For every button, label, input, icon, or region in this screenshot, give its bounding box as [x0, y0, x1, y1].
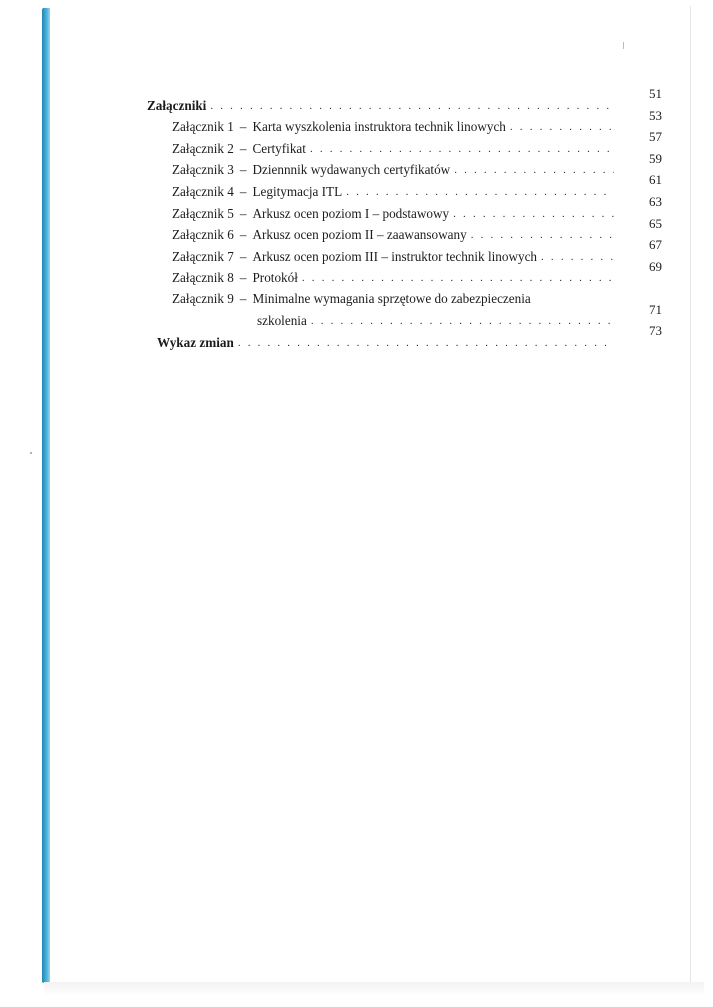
toc-entry-number: Załącznik 6	[172, 227, 234, 243]
leader-dots	[541, 249, 614, 265]
toc-entry-number: Załącznik 4	[172, 183, 234, 199]
toc-entry-separator: –	[239, 227, 247, 243]
toc-entry-separator: –	[239, 248, 247, 264]
toc-page-number: 51	[649, 86, 662, 101]
leader-dots	[238, 335, 614, 351]
toc-entry-label: Wykaz zmian	[157, 334, 234, 350]
leader-dots	[453, 206, 614, 222]
toc-entry-attachment[interactable]	[147, 107, 662, 136]
toc-entry-changes[interactable]	[157, 322, 662, 351]
toc-entry-number: Załącznik 9	[172, 291, 234, 307]
toc-entry-number: Załącznik 8	[172, 270, 234, 286]
toc-page-number: 53	[649, 107, 662, 123]
toc-entry-title: Minimalne wymagania sprzętowe do zabezpieczenia	[252, 291, 531, 307]
toc-entry-attachment[interactable]	[147, 150, 662, 179]
toc-page-number: 73	[649, 322, 662, 338]
toc-entry-attachment[interactable]	[147, 258, 662, 287]
toc-page-number: 69	[649, 258, 662, 274]
scanner-background	[0, 0, 42, 1007]
toc-entry-separator: –	[239, 162, 247, 178]
toc-entry-title: Protokół	[252, 270, 298, 286]
toc-entry-attachment[interactable]	[147, 172, 662, 200]
toc-entry-attachment[interactable]	[147, 237, 662, 265]
toc-page-number: 71	[649, 302, 662, 318]
toc-entry-separator: –	[239, 205, 247, 221]
toc-entry-attachment[interactable]	[147, 193, 662, 222]
toc-entry-number: Załącznik 3	[172, 162, 234, 178]
toc-entry-number: Załącznik 7	[172, 248, 234, 264]
toc-page-number: 57	[649, 129, 662, 145]
toc-entry-separator: –	[239, 183, 247, 199]
toc-page-number: 67	[649, 237, 662, 253]
toc-entry-attachment[interactable]	[147, 215, 662, 244]
toc-entry-title: Arkusz ocen poziom I – podstawowy	[252, 205, 450, 221]
toc-entry-number: Załącznik 2	[172, 140, 234, 156]
toc-entry-attachment-9[interactable]	[147, 286, 662, 329]
toc-entry-title: Certyfikat	[252, 140, 306, 156]
scan-mark	[623, 42, 624, 49]
table-of-contents	[147, 86, 662, 351]
toc-entry-title: Arkusz ocen poziom III – instruktor technik linowych	[252, 248, 538, 264]
toc-entry-title-continuation: szkolenia	[257, 312, 307, 328]
toc-entry-attachment[interactable]	[147, 129, 662, 157]
toc-page-number: 63	[649, 193, 662, 209]
leader-dots	[510, 119, 614, 135]
toc-entry-separator: –	[239, 140, 247, 156]
leader-dots	[310, 141, 614, 157]
toc-entry-separator: –	[239, 291, 247, 307]
toc-entry-separator: –	[239, 119, 247, 135]
toc-page-number: 59	[649, 150, 662, 166]
toc-entry-title: Legitymacja ITL	[252, 183, 343, 199]
toc-entry-attachments[interactable]	[147, 86, 662, 114]
toc-entry-number: Załącznik 5	[172, 205, 234, 221]
toc-entry-label: Załączniki	[147, 97, 207, 113]
leader-dots	[471, 227, 614, 243]
page-shadow	[44, 982, 704, 996]
toc-entry-title: Dziennnik wydawanych certyfikatów	[252, 162, 451, 178]
leader-dots	[454, 162, 614, 178]
leader-dots	[302, 270, 614, 286]
toc-entry-title: Karta wyszkolenia instruktora technik linowych	[252, 119, 506, 135]
leader-dots	[346, 184, 614, 200]
leader-dots	[311, 313, 614, 329]
toc-entry-separator: –	[239, 270, 247, 286]
toc-attachment-list	[147, 107, 662, 287]
toc-page-number: 61	[649, 172, 662, 188]
leader-dots	[210, 98, 614, 114]
scan-speck	[30, 452, 32, 454]
toc-page-number: 65	[649, 215, 662, 231]
toc-entry-title: Arkusz ocen poziom II – zaawansowany	[252, 227, 467, 243]
binder-edge	[42, 8, 50, 983]
toc-entry-number: Załącznik 1	[172, 119, 234, 135]
